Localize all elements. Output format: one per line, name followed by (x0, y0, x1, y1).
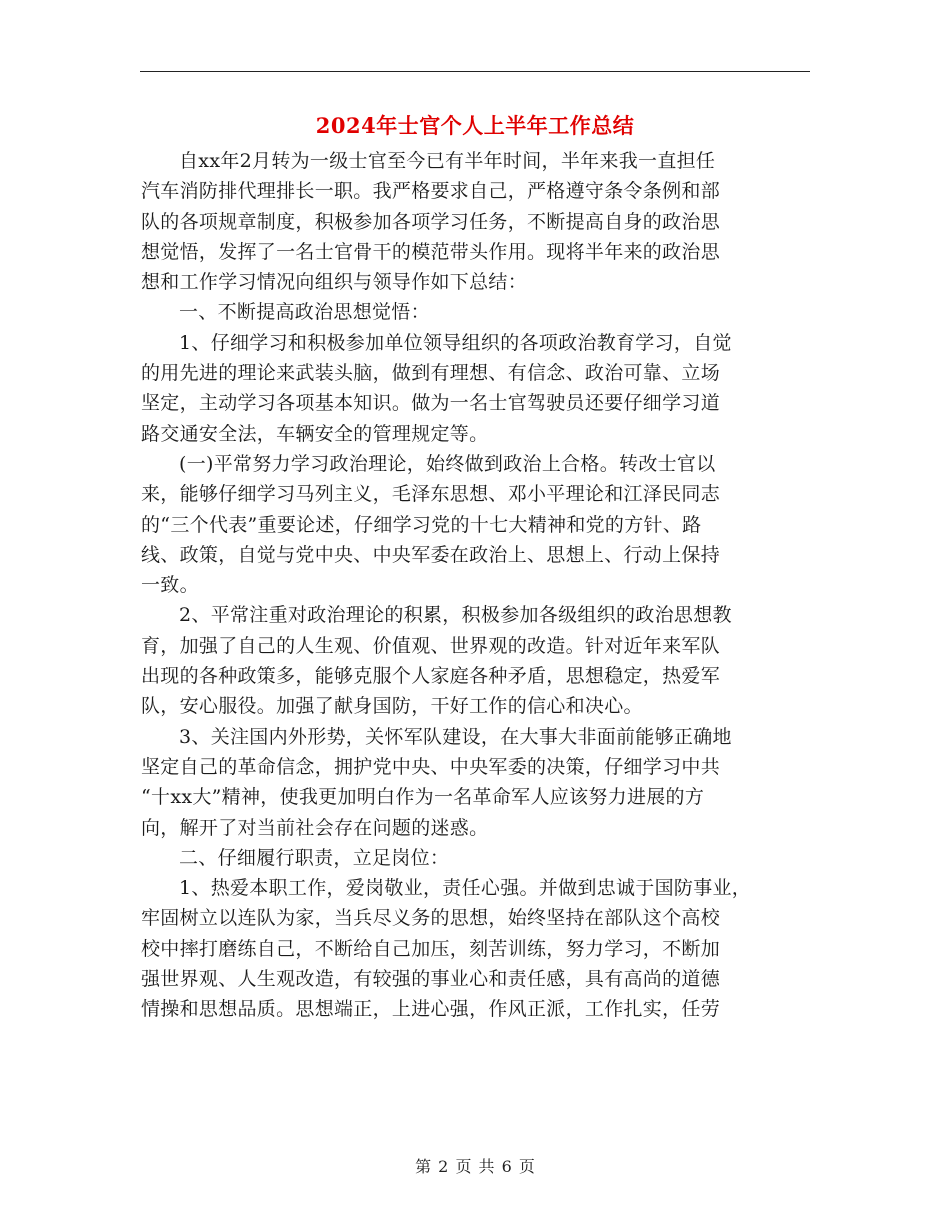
text-line: 坚定，主动学习各项基本知识。做为一名士官驾驶员还要仔细学习道 (141, 392, 721, 415)
text-line: 校中摔打磨练自己，不断给自己加压，刻苦训练，努力学习，不断加 (141, 937, 721, 960)
text-line: 一致。 (141, 574, 199, 597)
text-line: 想和工作学习情况向组织与领导作如下总结： (141, 271, 528, 294)
page-number-footer: 第 2 页 共 6 页 (415, 1157, 535, 1176)
text-line: (一)平常努力学习政治理论，始终做到政治上合格。转改士官以 (179, 452, 716, 475)
text-line: 1、热爱本职工作，爱岗敬业，责任心强。并做到忠诚于国防事业， (179, 877, 752, 900)
text-line: 1、仔细学习和积极参加单位领导组织的各项政治教育学习，自觉 (179, 331, 732, 354)
text-line: “十xx大”精神，使我更加明白作为一名革命军人应该努力进展的方 (141, 786, 705, 809)
text-line: 育，加强了自己的人生观、价值观、世界观的改造。针对近年来军队 (141, 634, 721, 657)
text-line: 2、平常注重对政治理论的积累，积极参加各级组织的政治思想教 (179, 604, 732, 627)
text-line: 的“三个代表”重要论述，仔细学习党的十七大精神和党的方针、路 (141, 513, 702, 536)
text-line: 一、不断提高政治思想觉悟： (179, 301, 430, 324)
text-line: 队，安心服役。加强了献身国防，干好工作的信心和决心。 (141, 695, 643, 718)
document-body (141, 146, 813, 1025)
text-line: 强世界观、人生观改造，有较强的事业心和责任感，具有高尚的道德 (141, 968, 721, 991)
text-line: 自xx年2月转为一级士官至今已有半年时间，半年来我一直担任 (179, 150, 716, 172)
text-line: 来，能够仔细学习马列主义，毛泽东思想、邓小平理论和江泽民同志 (141, 483, 721, 506)
text-line: 想觉悟，发挥了一名士官骨干的模范带头作用。现将半年来的政治思 (141, 240, 721, 263)
text-line: 情操和思想品质。思想端正，上进心强，作风正派，工作扎实，任劳 (141, 998, 721, 1021)
text-line: 出现的各种政策多，能够克服个人家庭各种矛盾，思想稳定，热爱军 (141, 665, 721, 688)
text-line: 队的各项规章制度，积极参加各项学习任务，不断提高自身的政治思 (141, 210, 721, 233)
text-line: 3、关注国内外形势，关怀军队建设，在大事大非面前能够正确地 (179, 725, 732, 748)
header-rule (140, 71, 810, 72)
document-title: 2024年士官个人上半年工作总结 (315, 113, 635, 138)
text-line: 二、仔细履行职责，立足岗位： (179, 846, 450, 869)
text-line: 牢固树立以连队为家，当兵尽义务的思想，始终坚持在部队这个高校 (141, 907, 721, 930)
text-line: 路交通安全法，车辆安全的管理规定等。 (141, 422, 489, 445)
text-line: 的用先进的理论来武装头脑，做到有理想、有信念、政治可靠、立场 (141, 362, 721, 385)
text-line: 线、政策，自觉与党中央、中央军委在政治上、思想上、行动上保持 (141, 543, 721, 566)
text-line: 向，解开了对当前社会存在问题的迷惑。 (141, 816, 489, 839)
text-line: 坚定自己的革命信念，拥护党中央、中央军委的决策，仔细学习中共 (141, 755, 721, 778)
text-line: 汽车消防排代理排长一职。我严格要求自己，严格遵守条令条例和部 (141, 180, 721, 203)
